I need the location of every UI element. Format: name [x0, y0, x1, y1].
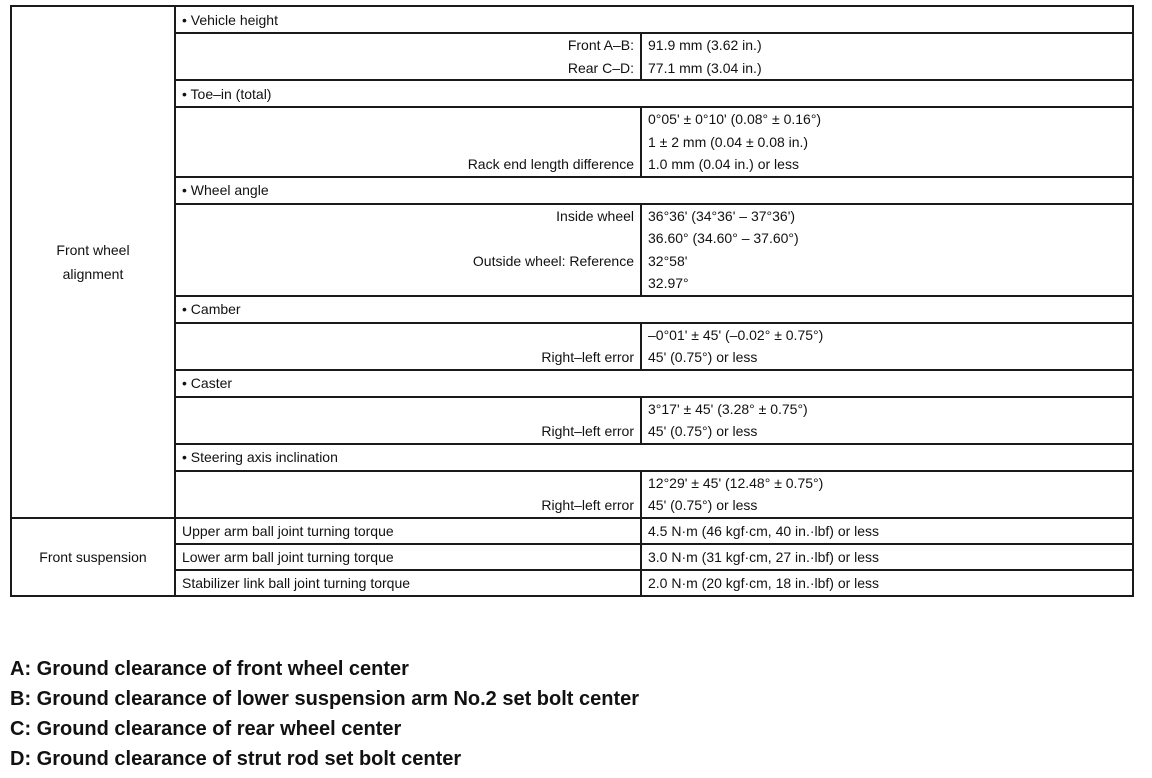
caster-row	[11, 397, 1133, 444]
legend-item-c: C: Ground clearance of rear wheel center	[10, 718, 402, 740]
vehicle-height-values: 91.9 mm (3.62 in.) 77.1 mm (3.04 in.)	[641, 33, 1133, 80]
vehicle-height-title: • Vehicle height	[175, 6, 1133, 33]
toe-in-values: 0°05' ± 0°10' (0.08° ± 0.16°) 1 ± 2 mm (0.04 ± 0.08 in.) 1.0 mm (0.04 in.) or less	[641, 107, 1133, 177]
caster-title: • Caster	[175, 370, 1133, 397]
wheel-angle-title: • Wheel angle	[175, 177, 1133, 204]
specifications-table	[10, 5, 1134, 597]
camber-values: –0°01' ± 45' (–0.02° ± 0.75°) 45' (0.75°) or less	[641, 323, 1133, 370]
steering-axis-labels: Right–left error	[175, 471, 641, 518]
caster-header-row	[11, 370, 1133, 397]
caster-labels: Right–left error	[175, 397, 641, 444]
camber-title: • Camber	[175, 296, 1133, 323]
front-wheel-alignment-category: Front wheel alignment	[11, 6, 175, 518]
toe-in-row	[11, 107, 1133, 177]
toe-in-labels: Rack end length difference	[175, 107, 641, 177]
lower-arm-value: 3.0 N·m (31 kgf·cm, 27 in.·lbf) or less	[641, 544, 1133, 570]
stabilizer-link-value: 2.0 N·m (20 kgf·cm, 18 in.·lbf) or less	[641, 570, 1133, 596]
upper-arm-value: 4.5 N·m (46 kgf·cm, 40 in.·lbf) or less	[641, 518, 1133, 544]
wheel-angle-labels: Inside wheel Outside wheel: Reference	[175, 204, 641, 296]
camber-labels: Right–left error	[175, 323, 641, 370]
vehicle-height-header-row	[11, 6, 1133, 33]
vehicle-height-row	[11, 33, 1133, 80]
wheel-angle-header-row	[11, 177, 1133, 204]
vehicle-height-labels: Front A–B: Rear C–D:	[175, 33, 641, 80]
legend-item-d: D: Ground clearance of strut rod set bolt center	[10, 748, 462, 770]
upper-arm-label: Upper arm ball joint turning torque	[175, 518, 641, 544]
lower-arm-label: Lower arm ball joint turning torque	[175, 544, 641, 570]
wheel-angle-row	[11, 204, 1133, 296]
camber-row	[11, 323, 1133, 370]
steering-axis-header-row	[11, 444, 1133, 471]
caster-values: 3°17' ± 45' (3.28° ± 0.75°) 45' (0.75°) or less	[641, 397, 1133, 444]
toe-in-title: • Toe–in (total)	[175, 80, 1133, 107]
front-suspension-category: Front suspension	[11, 518, 175, 596]
suspension-row	[11, 570, 1133, 596]
suspension-row	[11, 518, 1133, 544]
legend	[10, 654, 639, 774]
camber-header-row	[11, 296, 1133, 323]
steering-axis-values: 12°29' ± 45' (12.48° ± 0.75°) 45' (0.75°) or less	[641, 471, 1133, 518]
legend-item-a: A: Ground clearance of front wheel center	[10, 658, 409, 680]
suspension-row	[11, 544, 1133, 570]
stabilizer-link-label: Stabilizer link ball joint turning torque	[175, 570, 641, 596]
legend-item-b: B: Ground clearance of lower suspension arm No.2 set bolt center	[10, 688, 640, 710]
steering-axis-title: • Steering axis inclination	[175, 444, 1133, 471]
wheel-angle-values: 36°36' (34°36' – 37°36') 36.60° (34.60° – 37.60°) 32°58' 32.97°	[641, 204, 1133, 296]
toe-in-header-row	[11, 80, 1133, 107]
steering-axis-row	[11, 471, 1133, 518]
